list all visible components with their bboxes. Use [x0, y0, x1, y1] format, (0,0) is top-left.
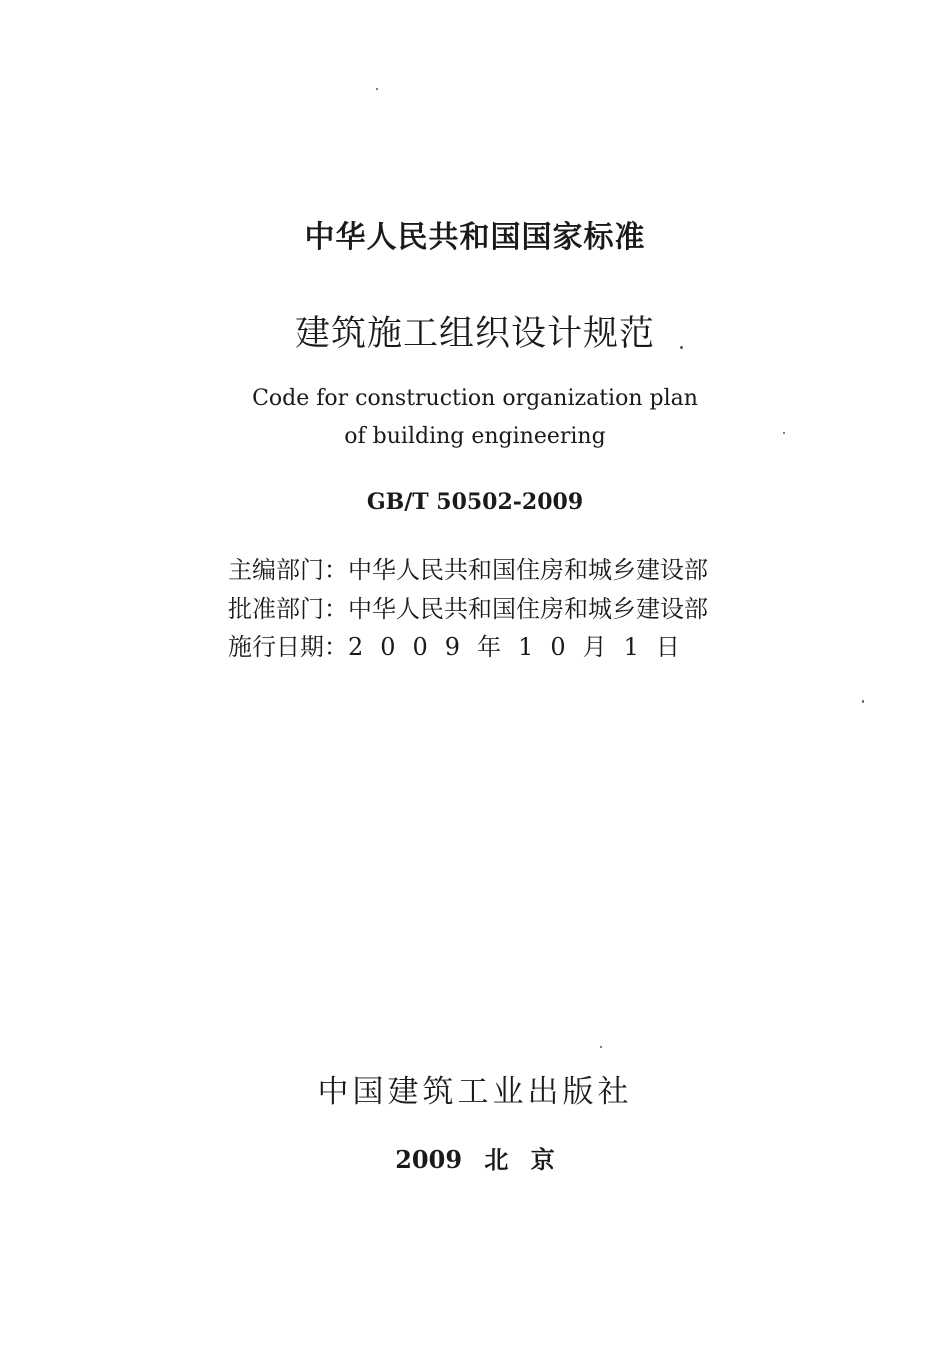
standard-code: GB/T 50502-2009 [366, 489, 584, 515]
editor-department-label: 主编部门： [228, 556, 348, 584]
editor-department-value: 中华人民共和国住房和城乡建设部 [348, 556, 708, 584]
scan-speck [376, 88, 378, 90]
scan-speck [862, 700, 864, 703]
effective-date-row [228, 627, 748, 662]
publication-year-place: 2009 北 京 [395, 1145, 555, 1174]
title-english-line-2: of building engineering [344, 424, 606, 449]
approver-department-value: 中华人民共和国住房和城乡建设部 [348, 595, 708, 623]
editor-department-row [228, 550, 748, 585]
title-english-line-1: Code for construction organization plan [252, 386, 698, 411]
scan-speck [600, 1046, 602, 1048]
scan-speck [783, 432, 785, 434]
approver-department-row [228, 589, 748, 624]
title-chinese: 建筑施工组织设计规范 [294, 314, 655, 354]
scan-speck [680, 346, 683, 349]
effective-date-value: 2009年10月1日 [348, 633, 697, 661]
publisher-name: 中国建筑工业出版社 [317, 1074, 633, 1110]
effective-date-label: 施行日期： [228, 633, 348, 661]
approver-department-label: 批准部门： [228, 595, 348, 623]
standard-type-heading: 中华人民共和国国家标准 [304, 220, 646, 255]
